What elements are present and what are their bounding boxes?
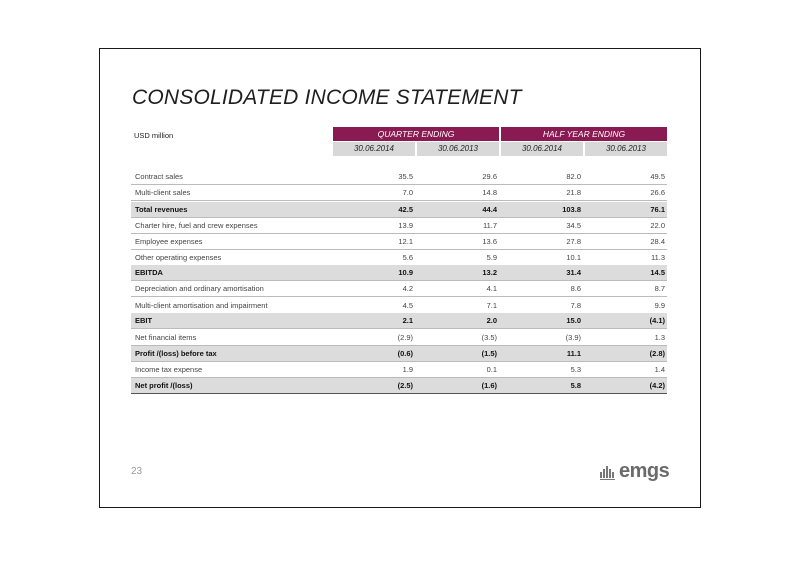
logo-text: emgs <box>619 460 670 482</box>
row-label: Contract sales <box>135 172 183 181</box>
column-header: 30.06.2014 <box>333 142 415 156</box>
table-row <box>131 330 667 345</box>
row-label: EBITDA <box>135 268 163 277</box>
column-header: 30.06.2013 <box>585 142 667 156</box>
row-divider <box>131 296 667 297</box>
cell-value: 1.3 <box>654 333 665 342</box>
cell-value: 7.0 <box>402 188 413 197</box>
column-header: 30.06.2014 <box>501 142 583 156</box>
page-number: 23 <box>131 466 143 477</box>
cell-value: 42.5 <box>398 205 413 214</box>
cell-value: 13.9 <box>398 221 413 230</box>
cell-value: 7.1 <box>486 301 497 310</box>
row-label: Charter hire, fuel and crew expenses <box>135 221 258 230</box>
cell-value: 49.5 <box>650 172 665 181</box>
cell-value: (1.5) <box>481 349 497 358</box>
row-divider <box>131 200 667 201</box>
cell-value: 11.7 <box>482 221 497 230</box>
cell-value: (4.1) <box>649 316 665 325</box>
table-row <box>131 218 667 233</box>
cell-value: 5.9 <box>486 253 497 262</box>
row-label: Net financial items <box>135 333 197 342</box>
cell-value: (2.9) <box>397 333 413 342</box>
cell-value: 21.8 <box>566 188 581 197</box>
cell-value: (0.6) <box>397 349 413 358</box>
cell-value: 44.4 <box>482 205 497 214</box>
row-label: Total revenues <box>135 205 188 214</box>
table-row <box>131 234 667 249</box>
cell-value: 4.1 <box>486 284 497 293</box>
table-row <box>131 362 667 377</box>
cell-value: 13.2 <box>482 268 497 277</box>
cell-value: 1.4 <box>654 365 665 374</box>
cell-value: (3.5) <box>481 333 497 342</box>
row-label: Income tax expense <box>135 365 203 374</box>
cell-value: 2.1 <box>402 316 413 325</box>
row-divider <box>131 328 667 329</box>
cell-value: 12.1 <box>398 237 413 246</box>
row-divider <box>131 393 667 394</box>
row-label: Profit /(loss) before tax <box>135 349 217 358</box>
cell-value: (3.9) <box>565 333 581 342</box>
cell-value: 8.7 <box>654 284 665 293</box>
total-row <box>131 378 667 393</box>
cell-value: 27.8 <box>566 237 581 246</box>
cell-value: 10.9 <box>398 268 413 277</box>
cell-value: 76.1 <box>650 205 665 214</box>
cell-value: 2.0 <box>486 316 497 325</box>
header-quarter-ending: QUARTER ENDING <box>333 127 499 141</box>
cell-value: (2.8) <box>649 349 665 358</box>
row-label: Multi-client amortisation and impairment <box>135 301 268 310</box>
row-label: Net profit /(loss) <box>135 381 193 390</box>
cell-value: 10.1 <box>566 253 581 262</box>
cell-value: 28.4 <box>650 237 665 246</box>
cell-value: 15.0 <box>566 316 581 325</box>
unit-label: USD million <box>134 131 174 140</box>
total-row <box>131 313 667 328</box>
total-row <box>131 346 667 361</box>
cell-value: 35.5 <box>398 172 413 181</box>
cell-value: (4.2) <box>649 381 665 390</box>
cell-value: 11.3 <box>650 253 665 262</box>
cell-value: 9.9 <box>654 301 665 310</box>
cell-value: 5.3 <box>570 365 581 374</box>
cell-value: 22.0 <box>650 221 665 230</box>
page-title: CONSOLIDATED INCOME STATEMENT <box>132 86 522 109</box>
cell-value: 4.5 <box>402 301 413 310</box>
cell-value: (1.6) <box>481 381 497 390</box>
cell-value: 31.4 <box>566 268 581 277</box>
table-row <box>131 250 667 265</box>
company-logo <box>600 461 669 481</box>
cell-value: 4.2 <box>402 284 413 293</box>
total-row <box>131 265 667 280</box>
cell-value: 13.6 <box>482 237 497 246</box>
table-row <box>131 169 667 184</box>
cell-value: 14.8 <box>482 188 497 197</box>
cell-value: 11.1 <box>566 349 581 358</box>
cell-value: 0.1 <box>486 365 497 374</box>
cell-value: 82.0 <box>566 172 581 181</box>
cell-value: 14.5 <box>650 268 665 277</box>
column-header: 30.06.2013 <box>417 142 499 156</box>
table-row <box>131 185 667 200</box>
cell-value: 34.5 <box>566 221 581 230</box>
cell-value: 1.9 <box>402 365 413 374</box>
logo-icon <box>600 465 616 478</box>
row-label: Employee expenses <box>135 237 203 246</box>
cell-value: 103.8 <box>562 205 581 214</box>
cell-value: 5.6 <box>402 253 413 262</box>
cell-value: 5.8 <box>570 381 581 390</box>
total-row <box>131 202 667 217</box>
header-half-year-ending: HALF YEAR ENDING <box>501 127 667 141</box>
row-label: Other operating expenses <box>135 253 222 262</box>
row-label: Depreciation and ordinary amortisation <box>135 284 264 293</box>
cell-value: (2.5) <box>397 381 413 390</box>
cell-value: 7.8 <box>570 301 581 310</box>
row-label: EBIT <box>135 316 153 325</box>
cell-value: 8.6 <box>570 284 581 293</box>
table-row <box>131 298 667 313</box>
table-row <box>131 281 667 296</box>
cell-value: 26.6 <box>650 188 665 197</box>
row-label: Multi-client sales <box>135 188 191 197</box>
cell-value: 29.6 <box>482 172 497 181</box>
